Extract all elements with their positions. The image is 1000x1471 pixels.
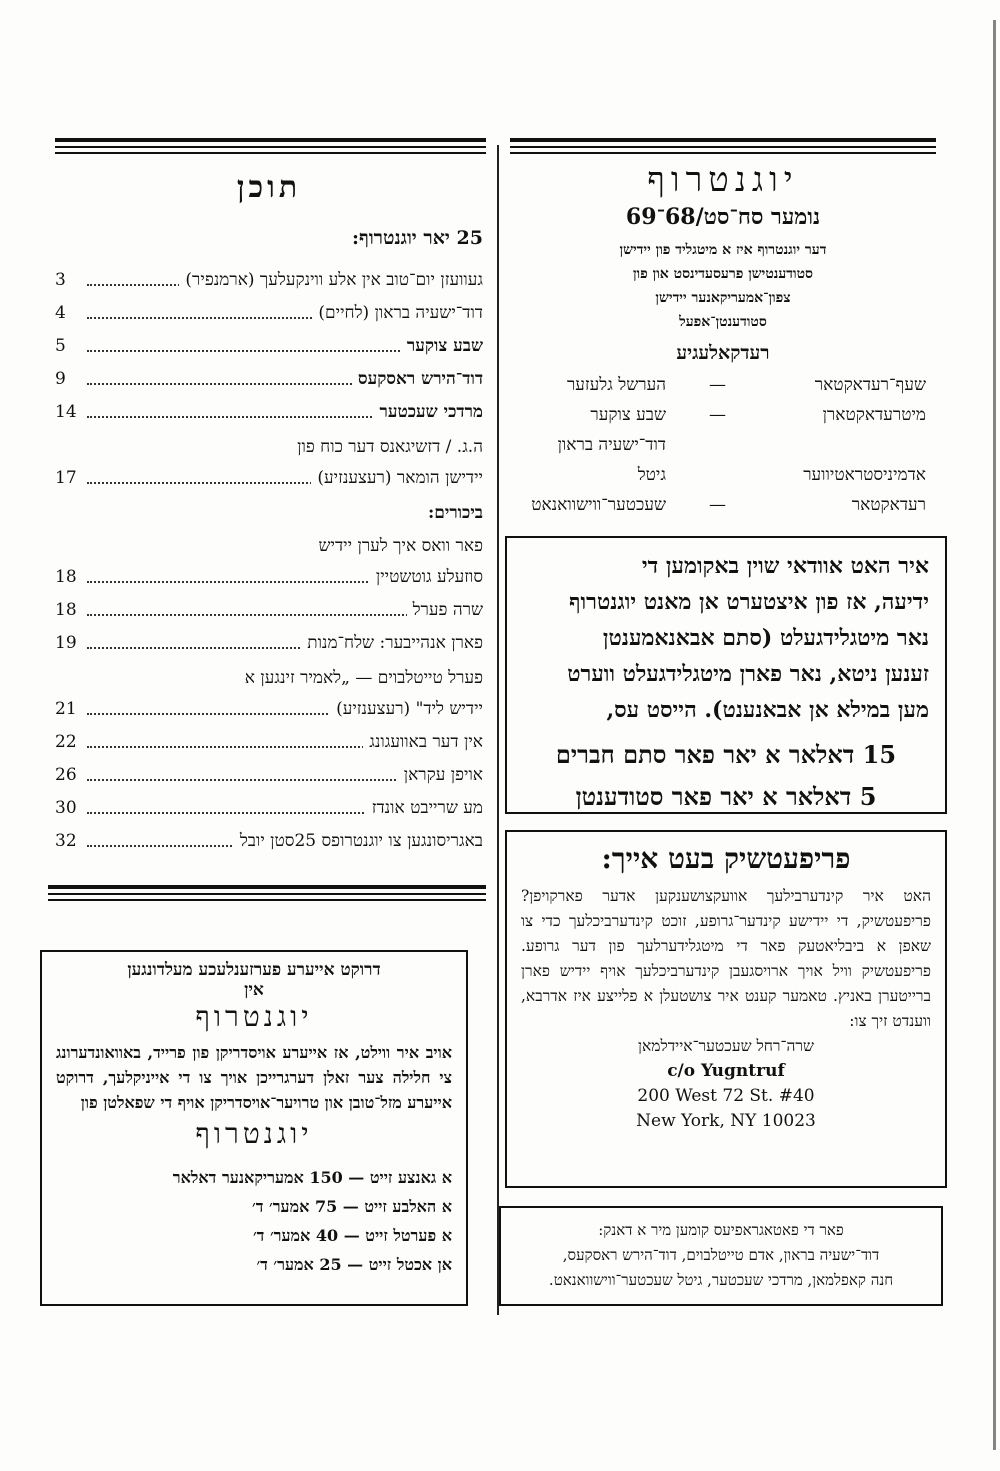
toc-entry-label: מע שרייבט אונדז xyxy=(366,798,483,818)
address-block xyxy=(521,1059,931,1134)
staff-name: גיטל xyxy=(637,465,666,485)
masthead xyxy=(510,160,936,334)
toc-entry xyxy=(55,629,483,662)
toc-entry-page: 30 xyxy=(55,798,77,818)
toc-entry-page: 5 xyxy=(55,336,66,356)
toc-entry-page: 22 xyxy=(55,732,77,752)
toc-entry xyxy=(55,596,483,629)
toc-entry xyxy=(55,464,483,497)
yugntruf-logo: יוגנטרוף xyxy=(195,1000,313,1033)
editorial-board-heading: רעדקאלעגיע xyxy=(676,342,770,364)
toc-entry-label: דוד־ישעיה בראון (לחיים) xyxy=(312,303,483,323)
toc-entry-page: 19 xyxy=(55,633,77,653)
toc-entry xyxy=(55,365,483,398)
prepetshik-box xyxy=(505,830,947,1188)
toc-entry-page: 18 xyxy=(55,567,77,587)
appeal-line: זענען ניטא, נאר פארן מיטגלידגעלט ווערט xyxy=(567,661,929,687)
toc-entry-label: מרדכי שעכטער xyxy=(374,402,484,422)
staff-role: שעף־רעדאקטאר xyxy=(814,375,926,395)
staff-name: שבע צוקער xyxy=(590,405,666,425)
description-line: צפון־אמעריקאנער יידישן xyxy=(655,290,791,306)
rule-top-right-col xyxy=(55,138,486,158)
rule-top-left-col xyxy=(510,138,936,158)
toc-entry-line: פאר וואס איך לערן יידיש xyxy=(318,536,483,556)
page-edge xyxy=(993,20,996,1450)
print-notice-line: דרוקט אייערע פערזענלעכע מעלדונגען xyxy=(127,960,381,980)
appeal-line: נאר מיטגלידגעלט (סתם אבאנאמענטן xyxy=(602,625,929,651)
description-line: סטודענטישן פרעסעדינסט און פון xyxy=(632,266,814,282)
toc-entry-page: 18 xyxy=(55,600,77,620)
print-notice-line: אין xyxy=(244,980,264,1000)
address-line: 200 West 72 St. #40 xyxy=(637,1086,815,1106)
staff-name: דוד־ישעיה בראון xyxy=(557,435,666,455)
toc-entry-page: 4 xyxy=(55,303,66,323)
toc-entry xyxy=(55,266,483,299)
staff-role: מיטרעדאקטארן xyxy=(822,405,926,425)
rate-line: אן אכטל זייט — 25 אמער׳ ד׳ xyxy=(256,1255,452,1274)
toc-entry-page: 9 xyxy=(55,369,66,389)
staff-role: אדמיניסטראטיווער xyxy=(803,465,926,485)
toc-entry-label: סוזעלע גוטשטיין xyxy=(370,567,483,587)
toc-entry xyxy=(55,332,483,365)
membership-appeal-box xyxy=(505,536,947,814)
toc-entry-label: פארן אנהייבער: שלח־מנות xyxy=(301,633,483,653)
print-notice-box xyxy=(40,950,468,1306)
toc-entry-page: 17 xyxy=(55,468,77,488)
toc-entry-page: 26 xyxy=(55,765,77,785)
address-line: New York, NY 10023 xyxy=(636,1111,816,1131)
staff-row xyxy=(510,465,936,495)
toc-entry-page: 32 xyxy=(55,831,77,851)
price-students: 5 דאלאר א יאר פאר סטודענטן xyxy=(575,782,877,811)
staff-role: רעדאקטאר xyxy=(851,495,926,515)
toc-entry-page: 3 xyxy=(55,270,66,290)
toc-entry-label: יידיש ליד" (רעצענזיע) xyxy=(330,699,483,719)
thanks-line: פאר די פאטאגראפיעס קומען מיר א דאנק: xyxy=(598,1221,844,1239)
photo-thanks-box xyxy=(499,1206,943,1306)
toc-entry xyxy=(55,794,483,827)
column-divider xyxy=(497,145,499,1315)
thanks-line: חנה קאפלמאן, מרדכי שעכטער, גיטל שעכטער־ווישוואנאט. xyxy=(548,1271,894,1289)
toc-entry-page: 14 xyxy=(55,402,77,422)
prepetshik-body: האט איר קינדערבילעך אוועקצושענקען אדער פארקויפן? פריפעטשיק, די יידישע קינדער־גרופע, זוכט קינדערביכלעך כדי צו שאפן א ביבליאטעק פאר די מיטגלידערלעך פון דער גרופע. פריפעטשיק וויל אויך ארויסגעבן קינדערביכלעך אויף יידיש פארן ברייטערן באניץ. טאמער קענט איר צושטעלן א פלייצע איז אדרבא, ווענדט זיך צו: xyxy=(521,887,931,1030)
staff-row xyxy=(510,495,936,525)
staff-dash: — xyxy=(709,405,726,425)
toc-entry-line: פערל טייטלבוים — „לאמיר זינגען א xyxy=(244,668,483,688)
masthead-title: יוגנטרוף xyxy=(647,160,799,200)
toc-entry-label: שבע צוקער xyxy=(401,336,483,356)
toc-entry xyxy=(55,398,483,431)
staff-row xyxy=(510,435,936,465)
price-members: 15 דאלאר א יאר פאר סתם חברים xyxy=(555,740,897,769)
toc-entry xyxy=(55,299,483,332)
description-line: דער יוגנטרוף איז א מיטגליד פון יידישן xyxy=(619,242,827,258)
table-of-contents xyxy=(55,170,483,860)
toc-entry-label: יידישן הומאר (רעצענזיע) xyxy=(311,468,483,488)
yugntruf-logo: יוגנטרוף xyxy=(195,1117,313,1150)
toc-section-heading: 25 יאר יוגנטרוף: xyxy=(351,227,483,249)
toc-entry xyxy=(55,761,483,794)
appeal-line: ידיעה, אז פון איצטערט אן מאנט יוגנטרוף xyxy=(569,589,929,615)
staff-row xyxy=(510,405,936,435)
address-line: c/o Yugntruf xyxy=(667,1061,785,1081)
appeal-line: איר האט אוודאי שוין באקומען די xyxy=(641,553,929,579)
appeal-line: מען במילא אן אבאנענט). הייסט עס, xyxy=(606,697,929,723)
toc-entry xyxy=(55,695,483,728)
toc-entry-label: שרה פערל xyxy=(407,600,483,620)
toc-entry xyxy=(55,563,483,596)
toc-entry xyxy=(55,728,483,761)
staff-row xyxy=(510,375,936,405)
rule-mid-right-col xyxy=(48,885,486,905)
toc-subheading: ביכורים: xyxy=(427,503,483,523)
prepetshik-contact: שרה־רחל שעכטער־איידלמאן xyxy=(638,1037,814,1055)
issue-number: נומער סח־סט/68־69 xyxy=(625,204,821,230)
staff-name: הערשל גלעזער xyxy=(566,375,666,395)
editorial-board xyxy=(510,330,936,525)
toc-entry-label: אין דער באוועגונג xyxy=(363,732,483,752)
staff-name: שעכטער־ווישוואנאט xyxy=(531,495,666,515)
thanks-line: דוד־ישעיה בראון, אדם טייטלבוים, דוד־הירש ראסקעס, xyxy=(562,1246,880,1264)
rate-line: א גאנצע זייט — 150 אמעריקאנער דאלאר xyxy=(172,1168,452,1187)
toc-entry xyxy=(55,827,483,860)
print-notice-body: אויב איר ווילט, אז אייערע אויסדריקן פון פרייד, באוואונדערונג צי חלילה צער זאלן דערגרייכן אויך צו די אייניקלעך, דרוקט אייערע מזל־טובן און טרויער־אויסדריקן אויף די שפאלטן פון xyxy=(56,1043,452,1112)
toc-entry-label: דוד־הירש ראסקעס xyxy=(352,369,483,389)
description-line: סטודענטן־אפעל xyxy=(679,314,767,330)
toc-entry-page: 21 xyxy=(55,699,77,719)
staff-dash: — xyxy=(709,375,726,395)
toc-entry-line: ה.ג. / דזשיגאנס דער כוח פון xyxy=(297,437,483,457)
toc-entry-label: געוועזן יום־טוב אין אלע ווינקעלעך (ארמנפיר) xyxy=(179,270,483,290)
staff-dash: — xyxy=(709,495,726,515)
toc-title: תוכן xyxy=(236,170,302,205)
toc-entry-label: באגריסונגען צו יוגנטרופס 25סטן יובל xyxy=(234,831,483,851)
rate-line: א האלבע זייט — 75 אמער׳ ד׳ xyxy=(252,1197,452,1216)
prepetshik-title: פריפעטשיק בעט אייך: xyxy=(601,842,851,875)
rate-line: א פערטל זייט — 40 אמער׳ ד׳ xyxy=(252,1226,452,1245)
toc-entry-label: אויפן עקראן xyxy=(398,765,483,785)
